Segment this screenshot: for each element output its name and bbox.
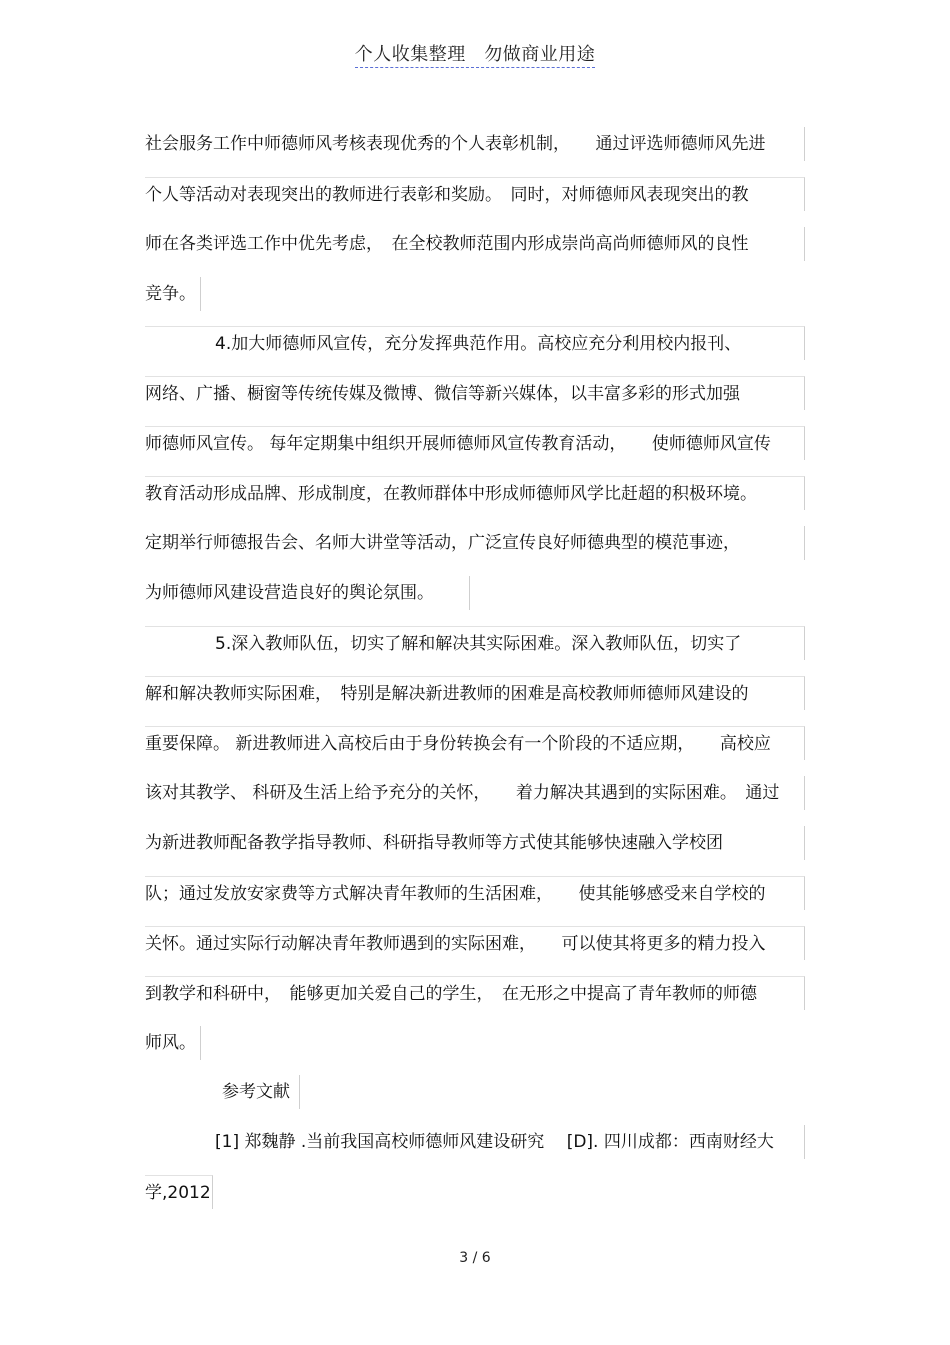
references-heading: 参考文献 [222,1075,300,1109]
body-line-2: 个人等活动对表现突出的教师进行表彰和奖励。 同时，对师德师风表现突出的教 [145,177,805,211]
body-line-17: 关怀。通过实际行动解决青年教师遇到的实际困难， 可以使其将更多的精力投入 [145,926,805,960]
body-line-8: 教育活动形成品牌、形成制度，在教师群体中形成师德师风学比赶超的积极环境。 [145,476,805,510]
body-line-3: 师在各类评选工作中优先考虑， 在全校教师范围内形成崇尚高尚师德师风的良性 [145,227,805,261]
body-line-11: 5.深入教师队伍，切实了解和解决其实际困难。深入教师队伍，切实了 [145,626,805,660]
header-text: 个人收集整理 勿做商业用途 [355,44,596,68]
body-line-19: 师风。 [145,1026,201,1060]
body-line-13: 重要保障。 新进教师进入高校后由于身份转换会有一个阶段的不适应期， 高校应 [145,726,805,760]
body-line-5: 4.加大师德师风宣传，充分发挥典范作用。高校应充分利用校内报刊、 [145,326,805,360]
body-line-4: 竞争。 [145,277,201,311]
body-line-14: 该对其教学、 科研及生活上给予充分的关怀， 着力解决其遇到的实际困难。 通过 [145,776,805,810]
body-line-12: 解和解决教师实际困难， 特别是解决新进教师的困难是高校教师师德师风建设的 [145,676,805,710]
body-line-9: 定期举行师德报告会、名师大讲堂等活动，广泛宣传良好师德典型的模范事迹， [145,526,805,560]
body-line-16: 队；通过发放安家费等方式解决青年教师的生活困难， 使其能够感受来自学校的 [145,876,805,910]
reference-item-1: [1] 郑魏静 .当前我国高校师德师风建设研究 [D]. 四川成都：西南财经大 [145,1125,805,1159]
body-line-7: 师德师风宣传。 每年定期集中组织开展师德师风宣传教育活动， 使师德师风宣传 [145,426,805,460]
reference-item-1-continued: 学,2012 [145,1175,213,1209]
body-line-15: 为新进教师配备教学指导教师、科研指导教师等方式使其能够快速融入学校团 [145,826,805,860]
page-header [0,40,950,66]
body-line-10: 为师德师风建设营造良好的舆论氛围。 [145,576,470,610]
page-number: 3 / 6 [459,1250,491,1266]
body-line-18: 到教学和科研中， 能够更加关爱自己的学生， 在无形之中提高了青年教师的师德 [145,976,805,1010]
body-line-6: 网络、广播、橱窗等传统传媒及微博、微信等新兴媒体，以丰富多彩的形式加强 [145,376,805,410]
body-line-1: 社会服务工作中师德师风考核表现优秀的个人表彰机制， 通过评选师德师风先进 [145,127,805,161]
